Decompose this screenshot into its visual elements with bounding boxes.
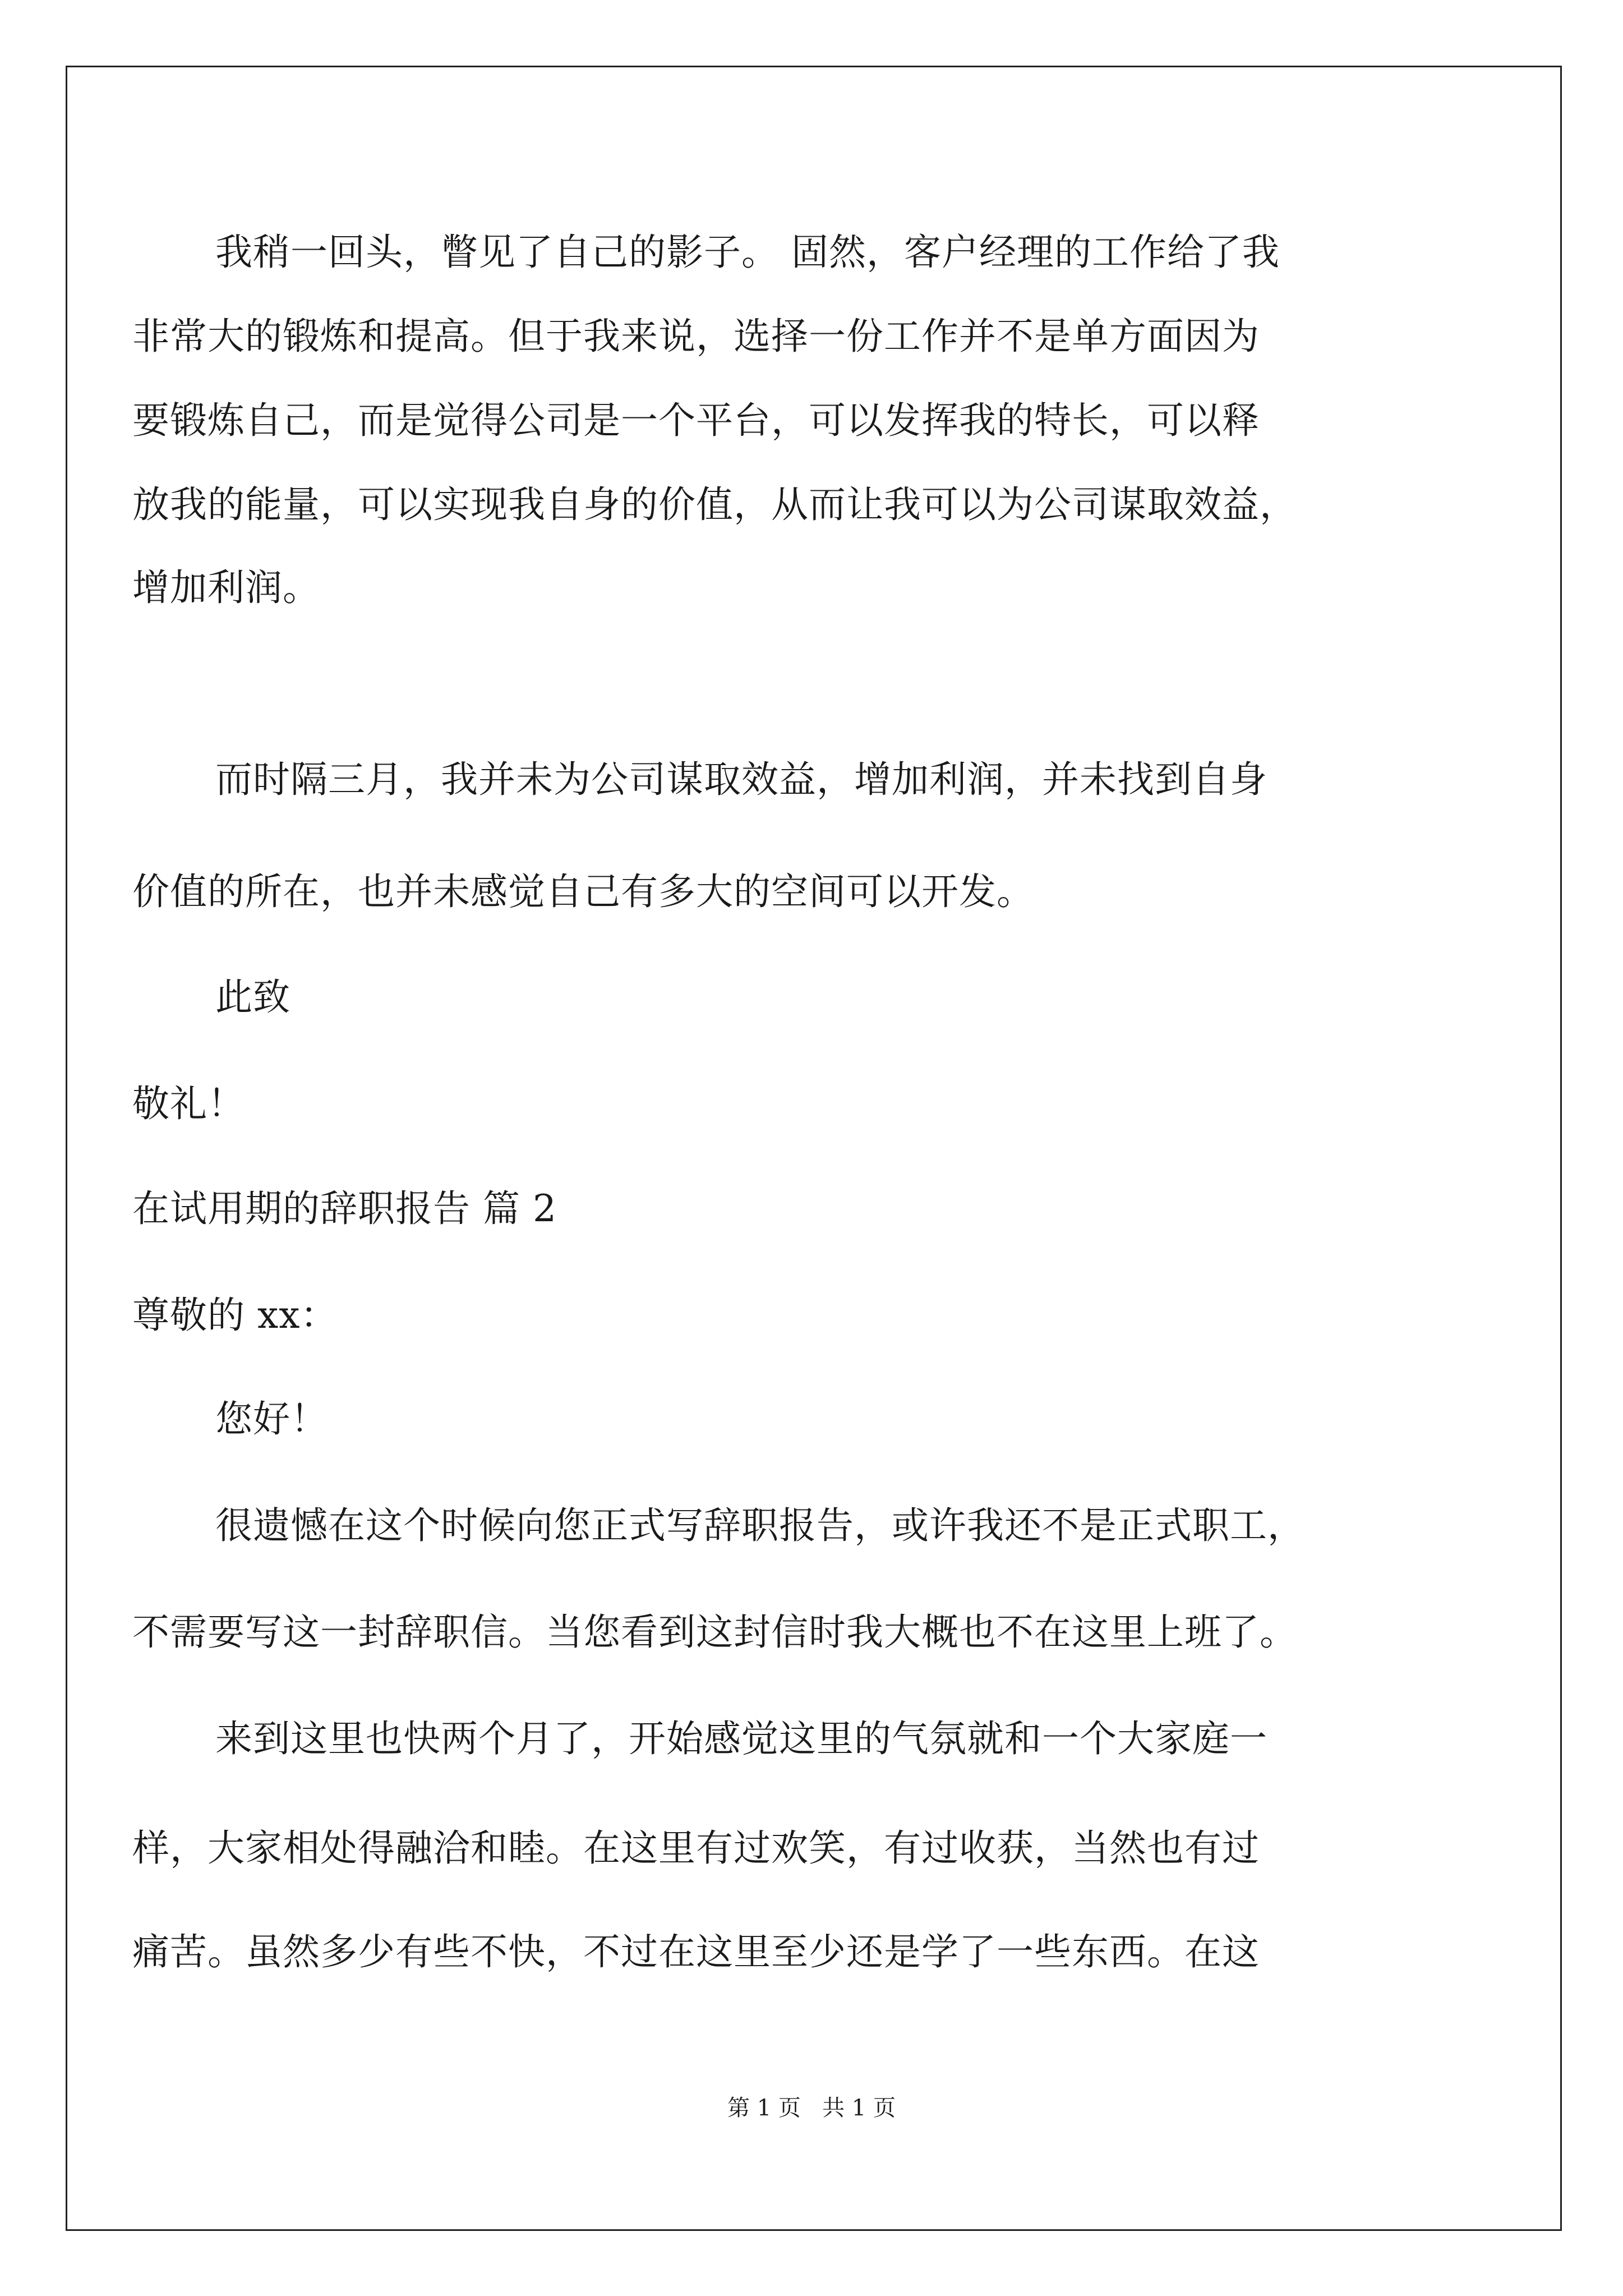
text-line: 我稍一回头，瞥见了自己的影子。 固然，客户经理的工作给了我 [215,231,1280,274]
text-line: 非常大的锻炼和提高。但于我来说，选择一份工作并不是单方面因为 [132,315,1260,358]
salutation: 尊敬的 xx： [132,1294,338,1337]
text-line: 而时隔三月，我并未为公司谋取效益，增加利润，并未找到自身 [215,758,1267,801]
text-line: 要锻炼自己，而是觉得公司是一个平台，可以发挥我的特长，可以释 [132,399,1260,442]
closing-regards: 敬礼！ [132,1082,245,1125]
text-line: 放我的能量，可以实现我自身的价值，从而让我可以为公司谋取效益， [132,483,1297,526]
text-line: 不需要写这一封辞职信。当您看到这封信时我大概也不在这里上班了。 [132,1611,1297,1654]
text-line: 价值的所在，也并未感觉自己有多大的空间可以开发。 [132,870,1034,913]
section-heading: 在试用期的辞职报告 篇 2 [132,1187,557,1230]
text-line: 增加利润。 [132,566,320,609]
greeting: 您好！ [215,1397,328,1441]
text-line: 样，大家相处得融洽和睦。在这里有过欢笑，有过收获，当然也有过 [132,1826,1260,1870]
text-line: 来到这里也快两个月了，开始感觉这里的气氛就和一个大家庭一 [215,1717,1267,1760]
page-footer: 第 1 页 共 1 页 [727,2095,896,2121]
closing-salutation: 此致 [215,976,291,1019]
text-line: 很遗憾在这个时候向您正式写辞职报告，或许我还不是正式职工， [215,1504,1305,1547]
text-line: 痛苦。虽然多少有些不快，不过在这里至少还是学了一些东西。在这 [132,1930,1260,1973]
